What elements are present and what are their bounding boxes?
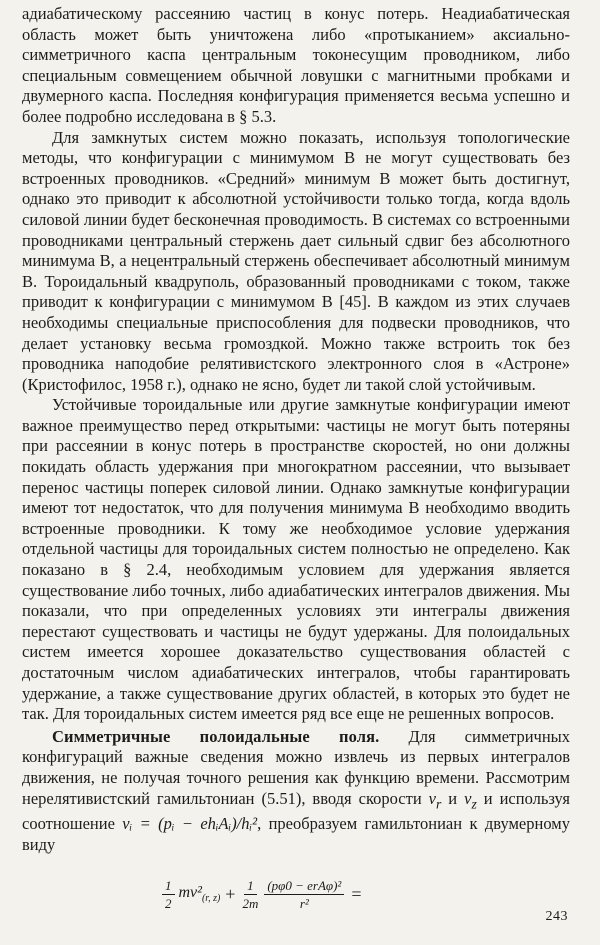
paragraph-2: Для замкнутых систем можно показать, используя топологические методы, что конфигурации с минимумом B не могут существовать без встроенных проводников. «Средний» минимум B может быть достигнут, однако это приводит к абсолютной устойчивости только тогда, когда вдоль силовой линии будет бесконечная проводимость. В системах со встроенными проводниками центральный стержень дает сильный сдвиг без абсолютного минимума B, а нецентральный стержень обеспечивает абсолютный минимум B. Тороидальный квадруполь, образованный проводниками с током, также приводит к конфигурации с минимумом B [45]. В каждом из этих случаев необходимы специальные приспособления для подвески проводников, что делает установку весьма громоздкой. Можно также встроить ток без проводника наподобие релятивистского электронного слоя в «Астроне» (Кристофилос, 1958 г.), однако не ясно, будет ли такой слой устойчивым. <box>22 127 570 394</box>
fraction-2m-den: 2m <box>242 896 259 911</box>
velocity-var-2-sub: z <box>471 795 477 811</box>
fraction-momentum-den: r² <box>299 896 309 911</box>
fraction-half <box>162 878 175 911</box>
velocity-var-1-sub: r <box>435 795 442 811</box>
kinetic-term <box>179 884 221 904</box>
equals-sign: = <box>351 884 362 904</box>
kinetic-term-sub: (r, z) <box>201 893 221 905</box>
velocity-var-1: v <box>428 788 436 808</box>
section-paragraph <box>22 727 570 856</box>
fraction-half-num: 1 <box>162 878 175 895</box>
plus-sign: + <box>225 884 236 904</box>
kinetic-term-main: mv² <box>178 884 202 902</box>
velocity-relation: vᵢ = (pᵢ − ehᵢAᵢ)/hᵢ² <box>122 814 258 834</box>
paragraph-3: Устойчивые тороидальные или другие замкнутые конфигурации имеют важное преимущество перед открытыми: частицы не могут быть потеряны при рассеянии в конус потерь в пространстве скоростей, но они должны покидать область удержания при многократном рассеянии, что вызывает перенос частицы поперек силовой линии. Однако замкнутые конфигурации имеют тот недостаток, что для получения минимума B необходимо вводить встроенные проводники. К тому же необходимое условие удержания отдельной частицы для тороидальных систем полностью не определено. Как показано в § 2.4, необходимым условием для удержания является существование либо точных, либо адиабатических интегралов движения. Мы показали, что при определенных условиях эти интегралы движения перестают существовать и частицы не будут удержаны. Для полоидальных систем имеется хорошее доказательство существования областей с достаточным числом адиабатических интегралов, чтобы гарантировать удержание, а также существование других областей, в которых это будет не так. Для тороидальных систем имеется ряд все еще не решенных вопросов. <box>22 395 570 724</box>
section-text-1: Для симметричных конфигураций важные сведения можно извлечь из первых интегралов движения, не получая точного решения как функцию времени. Рассмотрим нерелятивистский гамильтониан (5.51), вводя скорости <box>22 726 570 808</box>
section-conj: и <box>441 788 465 808</box>
velocity-var-2: v <box>464 788 472 808</box>
fraction-half-den: 2 <box>165 896 172 911</box>
hamiltonian-formula <box>160 878 364 911</box>
page-number: 243 <box>545 909 568 924</box>
fraction-2m-num: 1 <box>244 878 257 895</box>
body-text <box>22 4 570 856</box>
fraction-momentum <box>264 878 344 911</box>
fraction-momentum-num: (pφ0 − erAφ)² <box>264 878 344 895</box>
section-heading: Симметричные полоидальные поля. <box>52 726 380 746</box>
paragraph-1: адиабатическому рассеянию частиц в конус потерь. Неадиабатическая область может быть уничтожена либо «протыканием» аксиально-симметричного каспа центральным токонесущим проводником, либо специальным совмещением обычной ловушки с магнитными пробками и двумерного каспа. Последняя конфигурация применяется весьма успешно и более подробно исследована в § 5.3. <box>22 4 570 126</box>
fraction-one-over-2m <box>242 878 258 911</box>
section-text-3: , преобразуем гамильтониан к двумерному виду <box>22 814 570 855</box>
section-text-2: и используя соотношение <box>22 788 570 834</box>
